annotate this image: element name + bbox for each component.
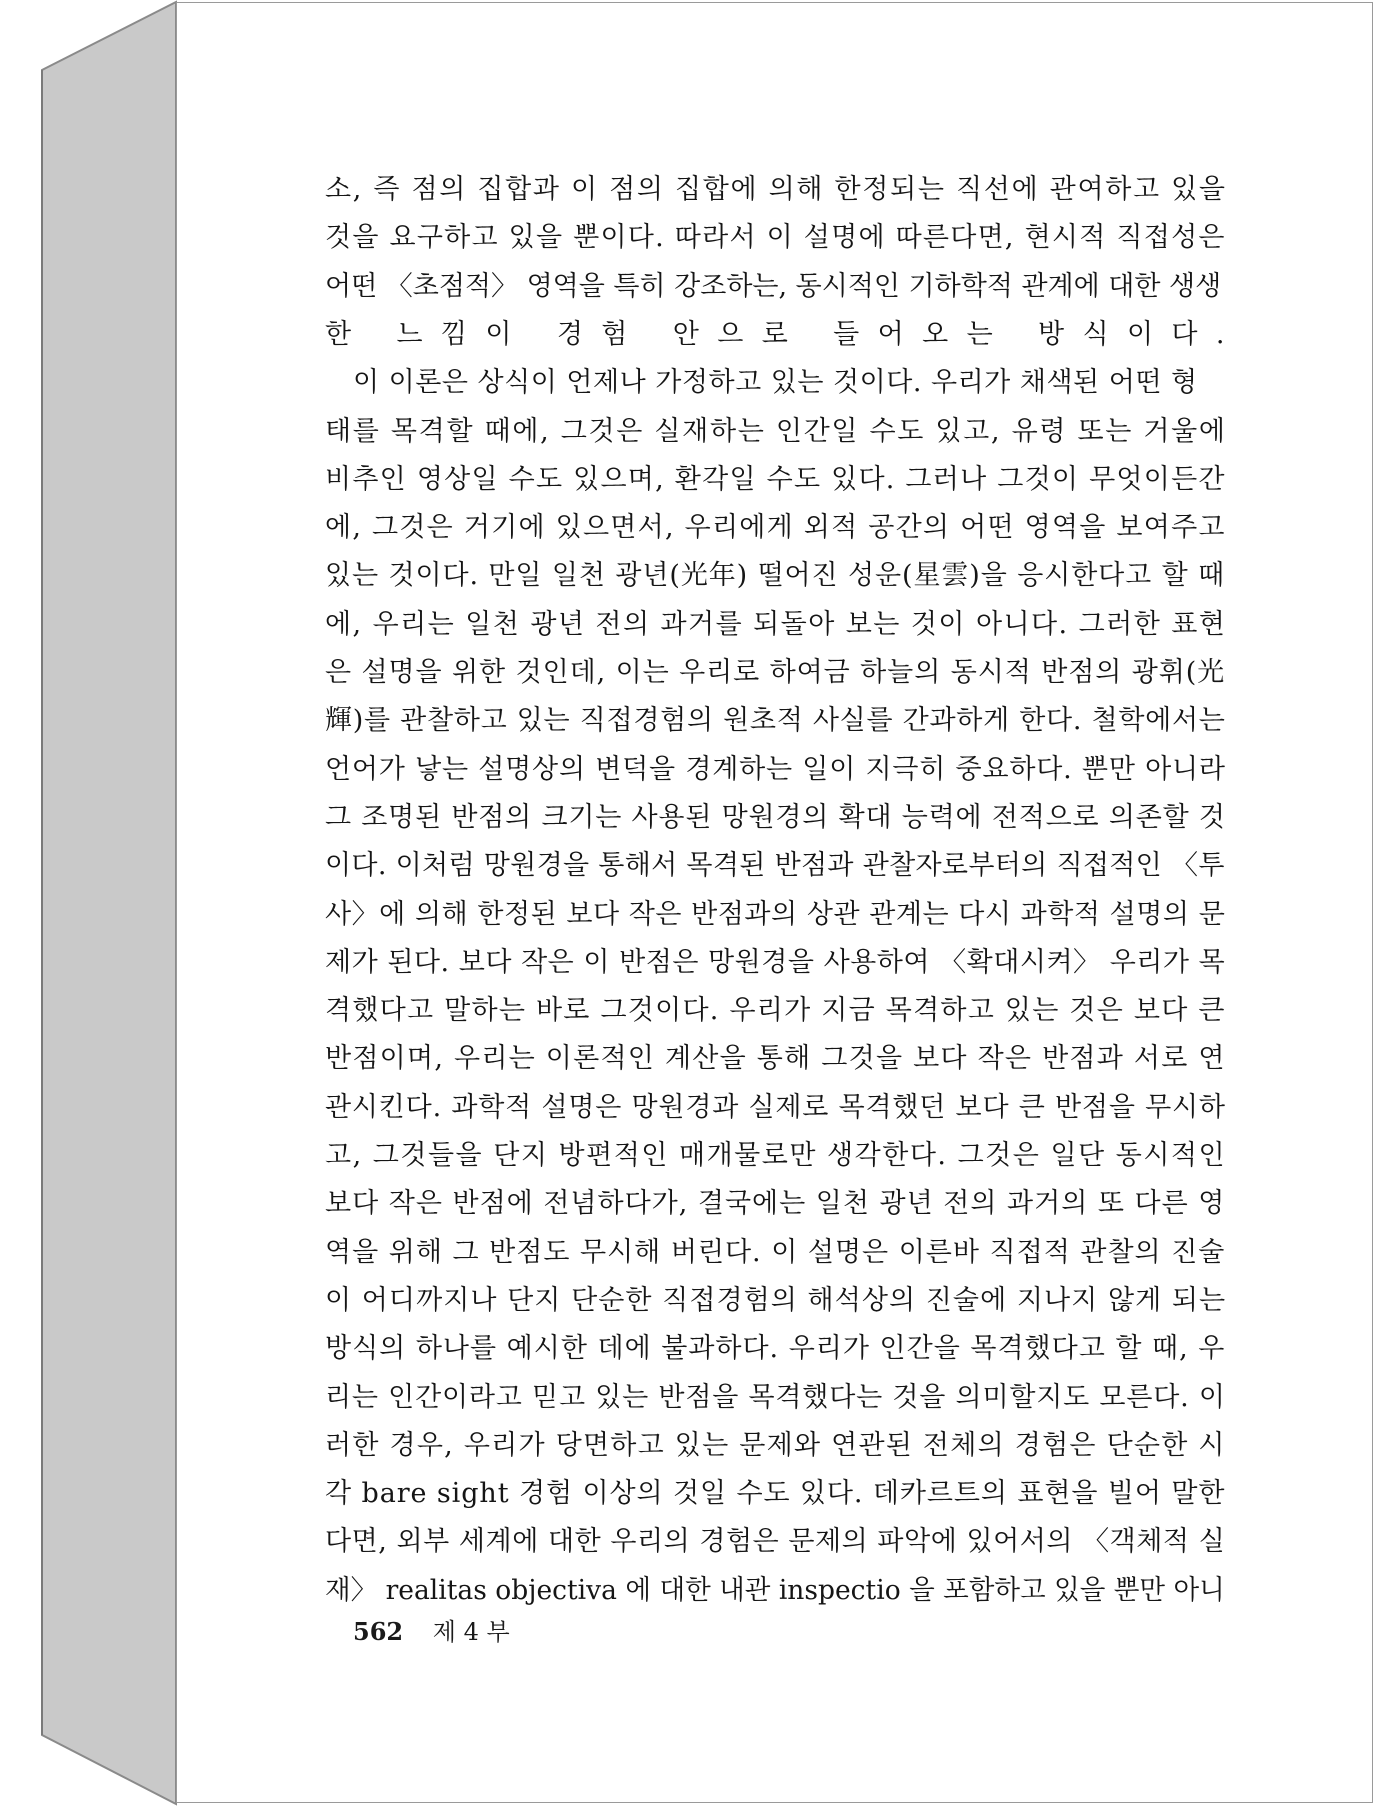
page-number: 562 [353,1617,404,1646]
text-line: 제가 된다. 보다 작은 이 반점은 망원경을 사용하여 〈확대시켜〉 우리가 목 [325,946,1226,978]
text-line: 에, 우리는 일천 광년 전의 과거를 되돌아 보는 것이 아니다. 그러한 표현 [325,608,1227,640]
text-line: 그 조명된 반점의 크기는 사용된 망원경의 확대 능력에 전적으로 의존할 것 [325,801,1226,833]
text-line: 輝)를 관찰하고 있는 직접경험의 원초적 사실를 간과하게 한다. 철학에서는 [325,705,1226,737]
text-line: 보다 작은 반점에 전념하다가, 결국에는 일천 광년 전의 과거의 또 다른 영 [325,1188,1226,1220]
text-line: 방식의 하나를 예시한 데에 불과하다. 우리가 인간을 목격했다고 할 때, 우 [325,1333,1226,1365]
text-line: 비추인 영상일 수도 있으며, 환각일 수도 있다. 그러나 그것이 무엇이든간 [325,463,1226,495]
text-line: 재〉 realitas objectiva 에 대한 내관 inspectio 을 포함하고 있을 뿐만 아니 [325,1574,1225,1606]
text-line: 한 느낌이 경험 안으로 들어오는 방식이다. [325,318,1243,350]
text-line: 사〉에 의해 한정된 보다 작은 반점과의 상관 관계는 다시 과학적 설명의 문 [325,898,1226,930]
text-line: 언어가 낳는 설명상의 변덕을 경계하는 일이 지극히 중요하다. 뿐만 아니라 [325,753,1226,785]
text-line: 이 어디까지나 단지 단순한 직접경험의 해석상의 진술에 지나지 않게 되는 [325,1284,1227,1316]
text-line: 각 bare sight 경험 이상의 것일 수도 있다. 데카르트의 표현을 빌어 말한 [325,1478,1226,1510]
text-line: 다면, 외부 세계에 대한 우리의 경험은 문제의 파악에 있어서의 〈객체적 실 [325,1526,1226,1558]
text-line: 리는 인간이라고 믿고 있는 반점을 목격했다는 것을 의미할지도 모른다. 이 [325,1381,1226,1413]
text-line: 소, 즉 점의 집합과 이 점의 집합에 의해 한정되는 직선에 관여하고 있을 [325,174,1227,205]
text-line: 역을 위해 그 반점도 무시해 버린다. 이 설명은 이른바 직접적 관찰의 진술 [325,1236,1226,1268]
text-line: 러한 경우, 우리가 당면하고 있는 문제와 연관된 전체의 경험은 단순한 시 [325,1429,1226,1461]
text-line: 어떤 〈초점적〉 영역을 특히 강조하는, 동시적인 기하학적 관계에 대한 생생 [325,270,1222,302]
text-line: 이다. 이처럼 망원경을 통해서 목격된 반점과 관찰자로부터의 직접적인 〈투 [325,850,1225,882]
text-line: 있는 것이다. 만일 일천 광년(光年) 떨어진 성운(星雲)을 응시한다고 할 때 [325,560,1226,592]
part-label: 제 4 부 [432,1618,510,1646]
text-line: 이 이론은 상식이 언제나 가정하고 있는 것이다. 우리가 채색된 어떤 형 [353,367,1198,399]
text-line: 은 설명을 위한 것인데, 이는 우리로 하여금 하늘의 동시적 반점의 광휘(光 [325,657,1226,688]
text-line: 것을 요구하고 있을 뿐이다. 따라서 이 설명에 따른다면, 현시적 직접성은 [325,222,1226,254]
page-footer [353,1612,510,1647]
text-line: 관시킨다. 과학적 설명은 망원경과 실제로 목격했던 보다 큰 반점을 무시하 [325,1091,1226,1123]
text-line: 반점이며, 우리는 이론적인 계산을 통해 그것을 보다 작은 반점과 서로 연 [325,1043,1226,1075]
text-line: 고, 그것들을 단지 방편적인 매개물로만 생각한다. 그것은 일단 동시적인 [325,1140,1227,1171]
text-line: 격했다고 말하는 바로 그것이다. 우리가 지금 목격하고 있는 것은 보다 큰 [325,995,1226,1027]
text-line: 태를 목격할 때에, 그것은 실재하는 인간일 수도 있고, 유령 또는 거울에 [325,415,1227,447]
text-line: 에, 그것은 거기에 있으면서, 우리에게 외적 공간의 어떤 영역을 보여주고 [325,512,1226,544]
